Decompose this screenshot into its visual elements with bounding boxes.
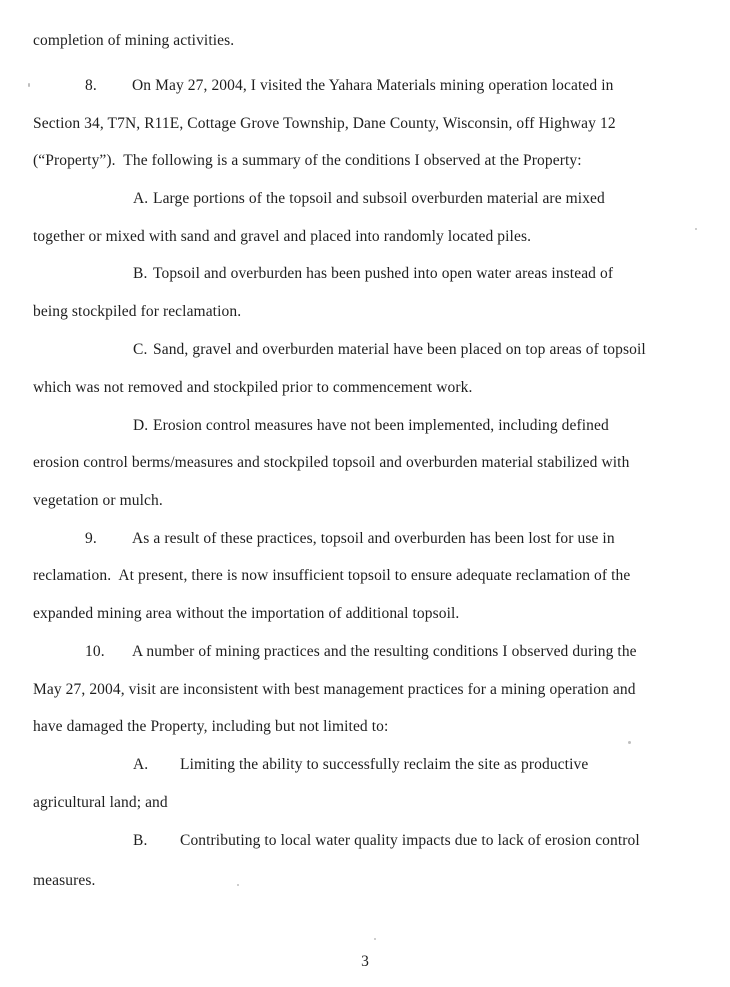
body-text: being stockpiled for reclamation. xyxy=(33,303,242,320)
page-number: 3 xyxy=(361,953,369,970)
text-line xyxy=(0,114,730,133)
body-text: Section 34, T7N, R11E, Cottage Grove Township, Dane County, Wisconsin, off Highway 12 xyxy=(33,115,616,132)
text-line xyxy=(0,340,730,359)
paragraph-number: 8. xyxy=(85,77,97,94)
body-text: Large portions of the topsoil and subsoil overburden material are mixed xyxy=(153,190,605,207)
body-text: have damaged the Property, including but not limited to: xyxy=(33,718,389,735)
text-line xyxy=(0,566,730,585)
paragraph-number: 9. xyxy=(85,530,97,547)
text-line xyxy=(0,717,730,736)
scan-speck xyxy=(374,938,376,940)
text-line xyxy=(0,76,730,95)
body-text: May 27, 2004, visit are inconsistent with best management practices for a mining operation and xyxy=(33,681,636,698)
text-line xyxy=(0,491,730,510)
body-text: Topsoil and overburden has been pushed into open water areas instead of xyxy=(153,265,614,282)
body-text: which was not removed and stockpiled prior to commencement work. xyxy=(33,379,473,396)
body-text: Sand, gravel and overburden material have been placed on top areas of topsoil xyxy=(153,341,646,358)
body-text: erosion control berms/measures and stockpiled topsoil and overburden material stabilized with xyxy=(33,454,630,471)
body-text: Erosion control measures have not been implemented, including defined xyxy=(153,417,609,434)
text-line xyxy=(0,378,730,397)
text-line xyxy=(0,642,730,661)
text-line xyxy=(0,189,730,208)
subitem-letter: A. xyxy=(133,756,149,773)
subitem-letter: B. xyxy=(133,832,148,849)
body-text: measures. xyxy=(33,872,96,889)
body-text: Contributing to local water quality impacts due to lack of erosion control xyxy=(180,832,640,849)
subitem-letter: B. xyxy=(133,265,148,282)
subitem-letter: A. xyxy=(133,190,149,207)
body-text: completion of mining activities. xyxy=(33,32,235,49)
body-text: agricultural land; and xyxy=(33,794,168,811)
text-line xyxy=(0,680,730,699)
text-line xyxy=(0,831,730,850)
body-text: reclamation. At present, there is now insufficient topsoil to ensure adequate reclamation of the xyxy=(33,567,631,584)
text-line xyxy=(0,755,730,774)
body-text: vegetation or mulch. xyxy=(33,492,163,509)
subitem-letter: C. xyxy=(133,341,148,358)
text-line xyxy=(0,416,730,435)
body-text: together or mixed with sand and gravel and placed into randomly located piles. xyxy=(33,228,532,245)
scan-speck xyxy=(237,884,239,886)
body-text: expanded mining area without the importation of additional topsoil. xyxy=(33,605,460,622)
text-line xyxy=(0,151,730,170)
paragraph-number: 10. xyxy=(85,643,105,660)
text-line xyxy=(0,264,730,283)
scan-speck xyxy=(28,83,30,87)
body-text: Limiting the ability to successfully reclaim the site as productive xyxy=(180,756,589,773)
text-line xyxy=(0,227,730,246)
scan-speck xyxy=(628,741,631,744)
text-line xyxy=(0,453,730,472)
body-text: On May 27, 2004, I visited the Yahara Materials mining operation located in xyxy=(132,77,614,94)
text-line xyxy=(0,529,730,548)
text-line xyxy=(0,871,730,890)
text-line xyxy=(0,302,730,321)
body-text: (“Property”). The following is a summary of the conditions I observed at the Property: xyxy=(33,152,582,169)
text-line xyxy=(0,31,730,50)
body-text: A number of mining practices and the resulting conditions I observed during the xyxy=(132,643,637,660)
scan-speck xyxy=(695,228,697,230)
body-text: As a result of these practices, topsoil and overburden has been lost for use in xyxy=(132,530,615,547)
subitem-letter: D. xyxy=(133,417,149,434)
text-line xyxy=(0,793,730,812)
text-line xyxy=(0,604,730,623)
